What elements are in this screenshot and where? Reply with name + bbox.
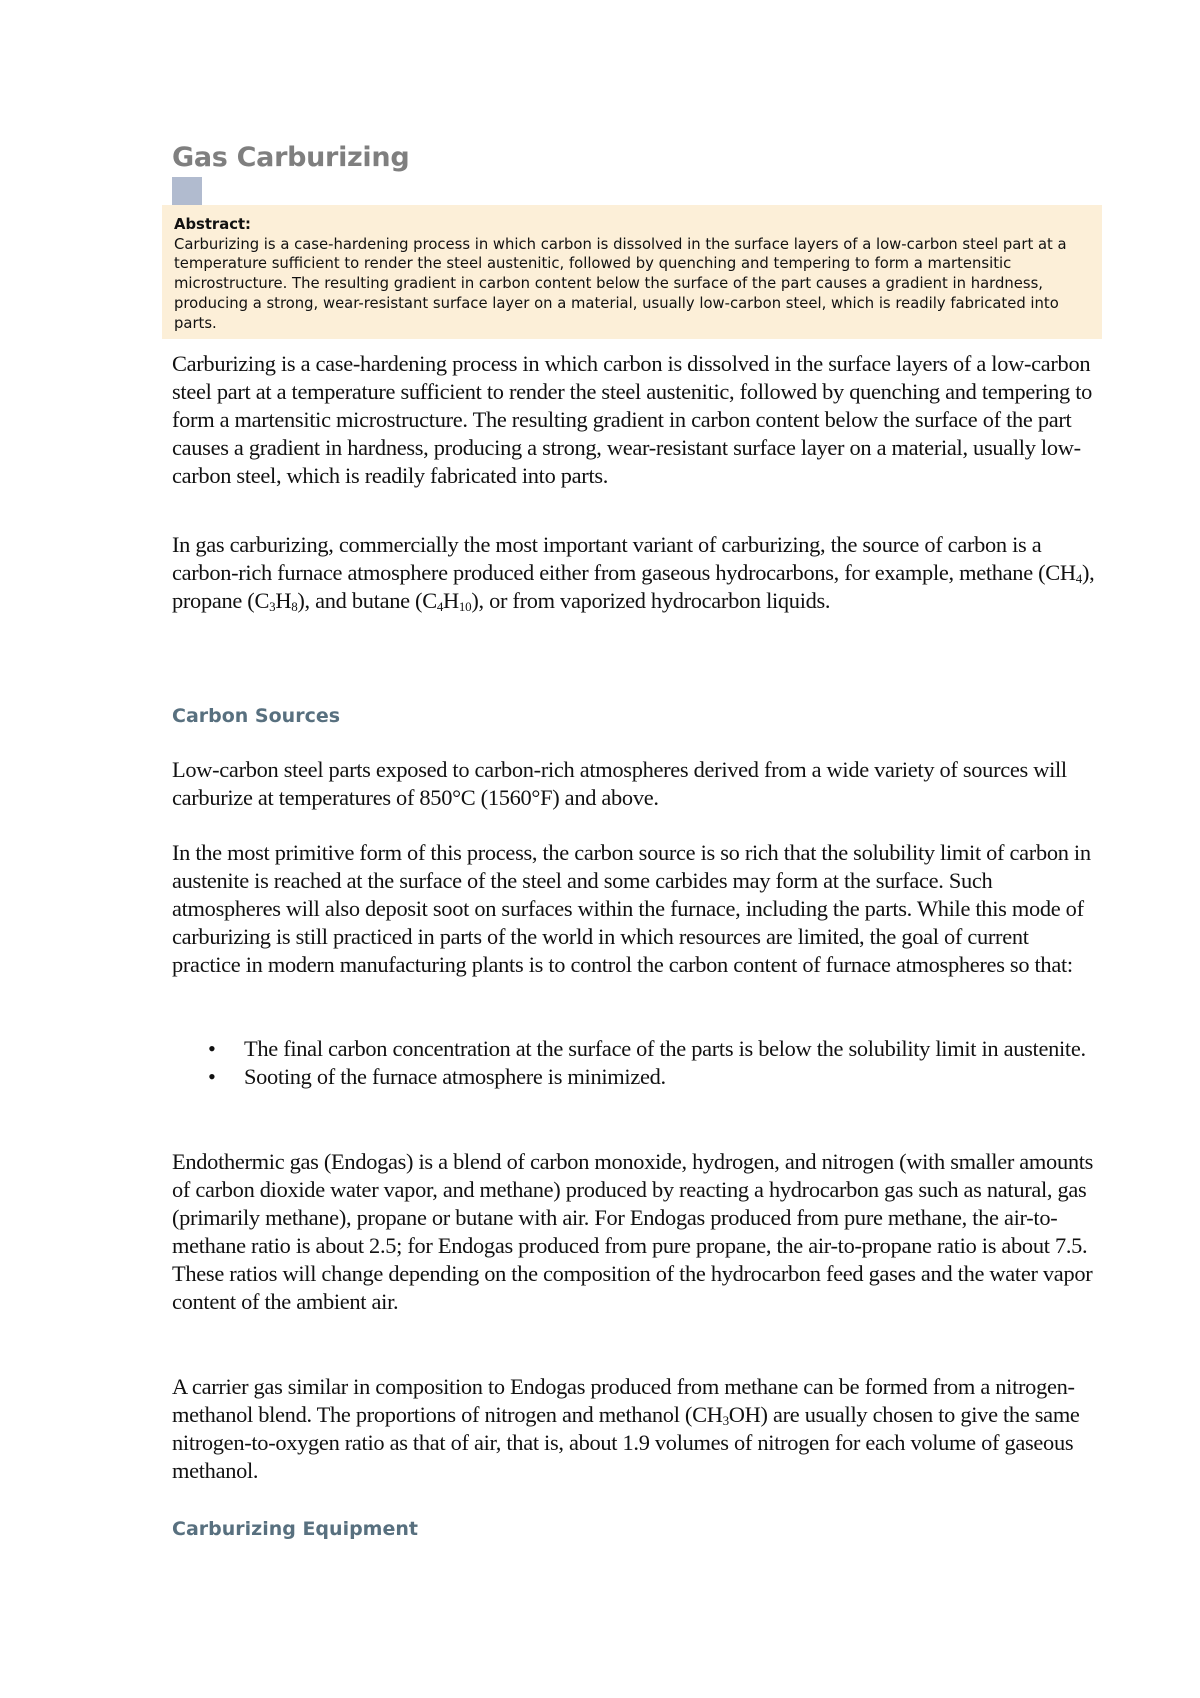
carbon-sources-paragraph-2: In the most primitive form of this process, the carbon source is so rich that the solubility limit of carbon in austenite is reached at the surface of the steel and some carbides may form at the surface. Such atmospheres will also deposit soot on surfaces within the furnace, including the parts. While this mode of carburizing is still practiced in parts of the world in which resources are limited, the goal of current practice in modern manufacturing plants is to control the carbon content of furnace atmospheres so that: xyxy=(172,840,1091,977)
carrier-gas-paragraph xyxy=(172,1373,1102,1485)
list-item xyxy=(172,1063,1102,1091)
heading-carburizing-equipment: Carburizing Equipment xyxy=(172,1518,418,1540)
gas-subscript-4: 4 xyxy=(436,599,444,614)
list-item-text: The final carbon concentration at the surface of the parts is below the solubility limit in austenite. xyxy=(244,1036,1086,1061)
heading-carbon-sources: Carbon Sources xyxy=(172,705,341,727)
gas-text-part-3: H xyxy=(275,588,292,613)
carrier-subscript-1: 3 xyxy=(722,1413,729,1428)
carrier-text-part-1: A carrier gas similar in composition to Endogas produced from methane can be formed from a nitrogen-methanol blend. The proportions of nitrogen and methanol (CH xyxy=(172,1374,1075,1427)
gas-subscript-3: 8 xyxy=(291,599,298,614)
list-item xyxy=(172,1035,1102,1063)
document-title: Gas Carburizing xyxy=(172,142,410,173)
gas-carburizing-paragraph xyxy=(172,531,1102,615)
gas-subscript-5: 10 xyxy=(458,599,472,614)
list-item-text: Sooting of the furnace atmosphere is minimized. xyxy=(244,1064,666,1089)
bullet-list xyxy=(172,1035,1102,1091)
title-decoration-square xyxy=(172,177,202,205)
gas-text-part-6: ), or from vaporized hydrocarbon liquids. xyxy=(471,588,831,613)
abstract-box xyxy=(162,205,1102,339)
carbon-sources-paragraph-1: Low-carbon steel parts exposed to carbon-rich atmospheres derived from a wide variety of sources will carburize at temperatures of 850°C (1560°F) and above. xyxy=(172,757,1067,810)
gas-text-part-1: In gas carburizing, commercially the most important variant of carburizing, the source of carbon is a carbon-rich furnace atmosphere produced either from gaseous hydrocarbons, for example, methane (CH xyxy=(172,532,1076,585)
gas-text-part-2: ), propane (C xyxy=(172,560,1095,613)
intro-paragraph: Carburizing is a case-hardening process in which carbon is dissolved in the surface layers of a low-carbon steel part at a temperature sufficient to render the steel austenitic, followed by quenching and tempering to form a martensitic microstructure. The resulting gradient in carbon content below the surface of the part causes a gradient in hardness, producing a strong, wear-resistant surface layer on a material, usually low-carbon steel, which is readily fabricated into parts. xyxy=(172,351,1093,488)
gas-text-part-5: H xyxy=(443,588,459,613)
gas-subscript-2: 3 xyxy=(269,599,276,614)
bullet-mark: • xyxy=(208,1036,216,1061)
abstract-label: Abstract: xyxy=(174,216,251,233)
carrier-text-part-2: OH) are usually chosen to give the same nitrogen-to-oxygen ratio as that of air, that is, about 1.9 volumes of nitrogen for each volume of gaseous methanol. xyxy=(172,1402,1080,1483)
gas-subscript-1: 4 xyxy=(1075,571,1082,586)
bullet-mark: • xyxy=(208,1064,216,1089)
abstract-text: Carburizing is a case-hardening process in which carbon is dissolved in the surface layers of a low-carbon steel part at a temperature sufficient to render the steel austenitic, followed by quenching and tempering to form a martensitic microstructure. The resulting gradient in carbon content below the surface of the part causes a gradient in hardness, producing a strong, wear-resistant surface layer on a material, usually low-carbon steel, which is readily fabricated into parts. xyxy=(174,235,1067,332)
gas-text-part-4: ), and butane (C xyxy=(297,588,437,613)
endogas-paragraph: Endothermic gas (Endogas) is a blend of carbon monoxide, hydrogen, and nitrogen (with smaller amounts of carbon dioxide water vapor, and methane) produced by reacting a hydrocarbon gas such as natural, gas (primarily methane), propane or butane with air. For Endogas produced from pure methane, the air-to-methane ratio is about 2.5; for Endogas produced from pure propane, the air-to-propane ratio is about 7.5. These ratios will change depending on the composition of the hydrocarbon feed gases and the water vapor content of the ambient air. xyxy=(172,1149,1094,1314)
